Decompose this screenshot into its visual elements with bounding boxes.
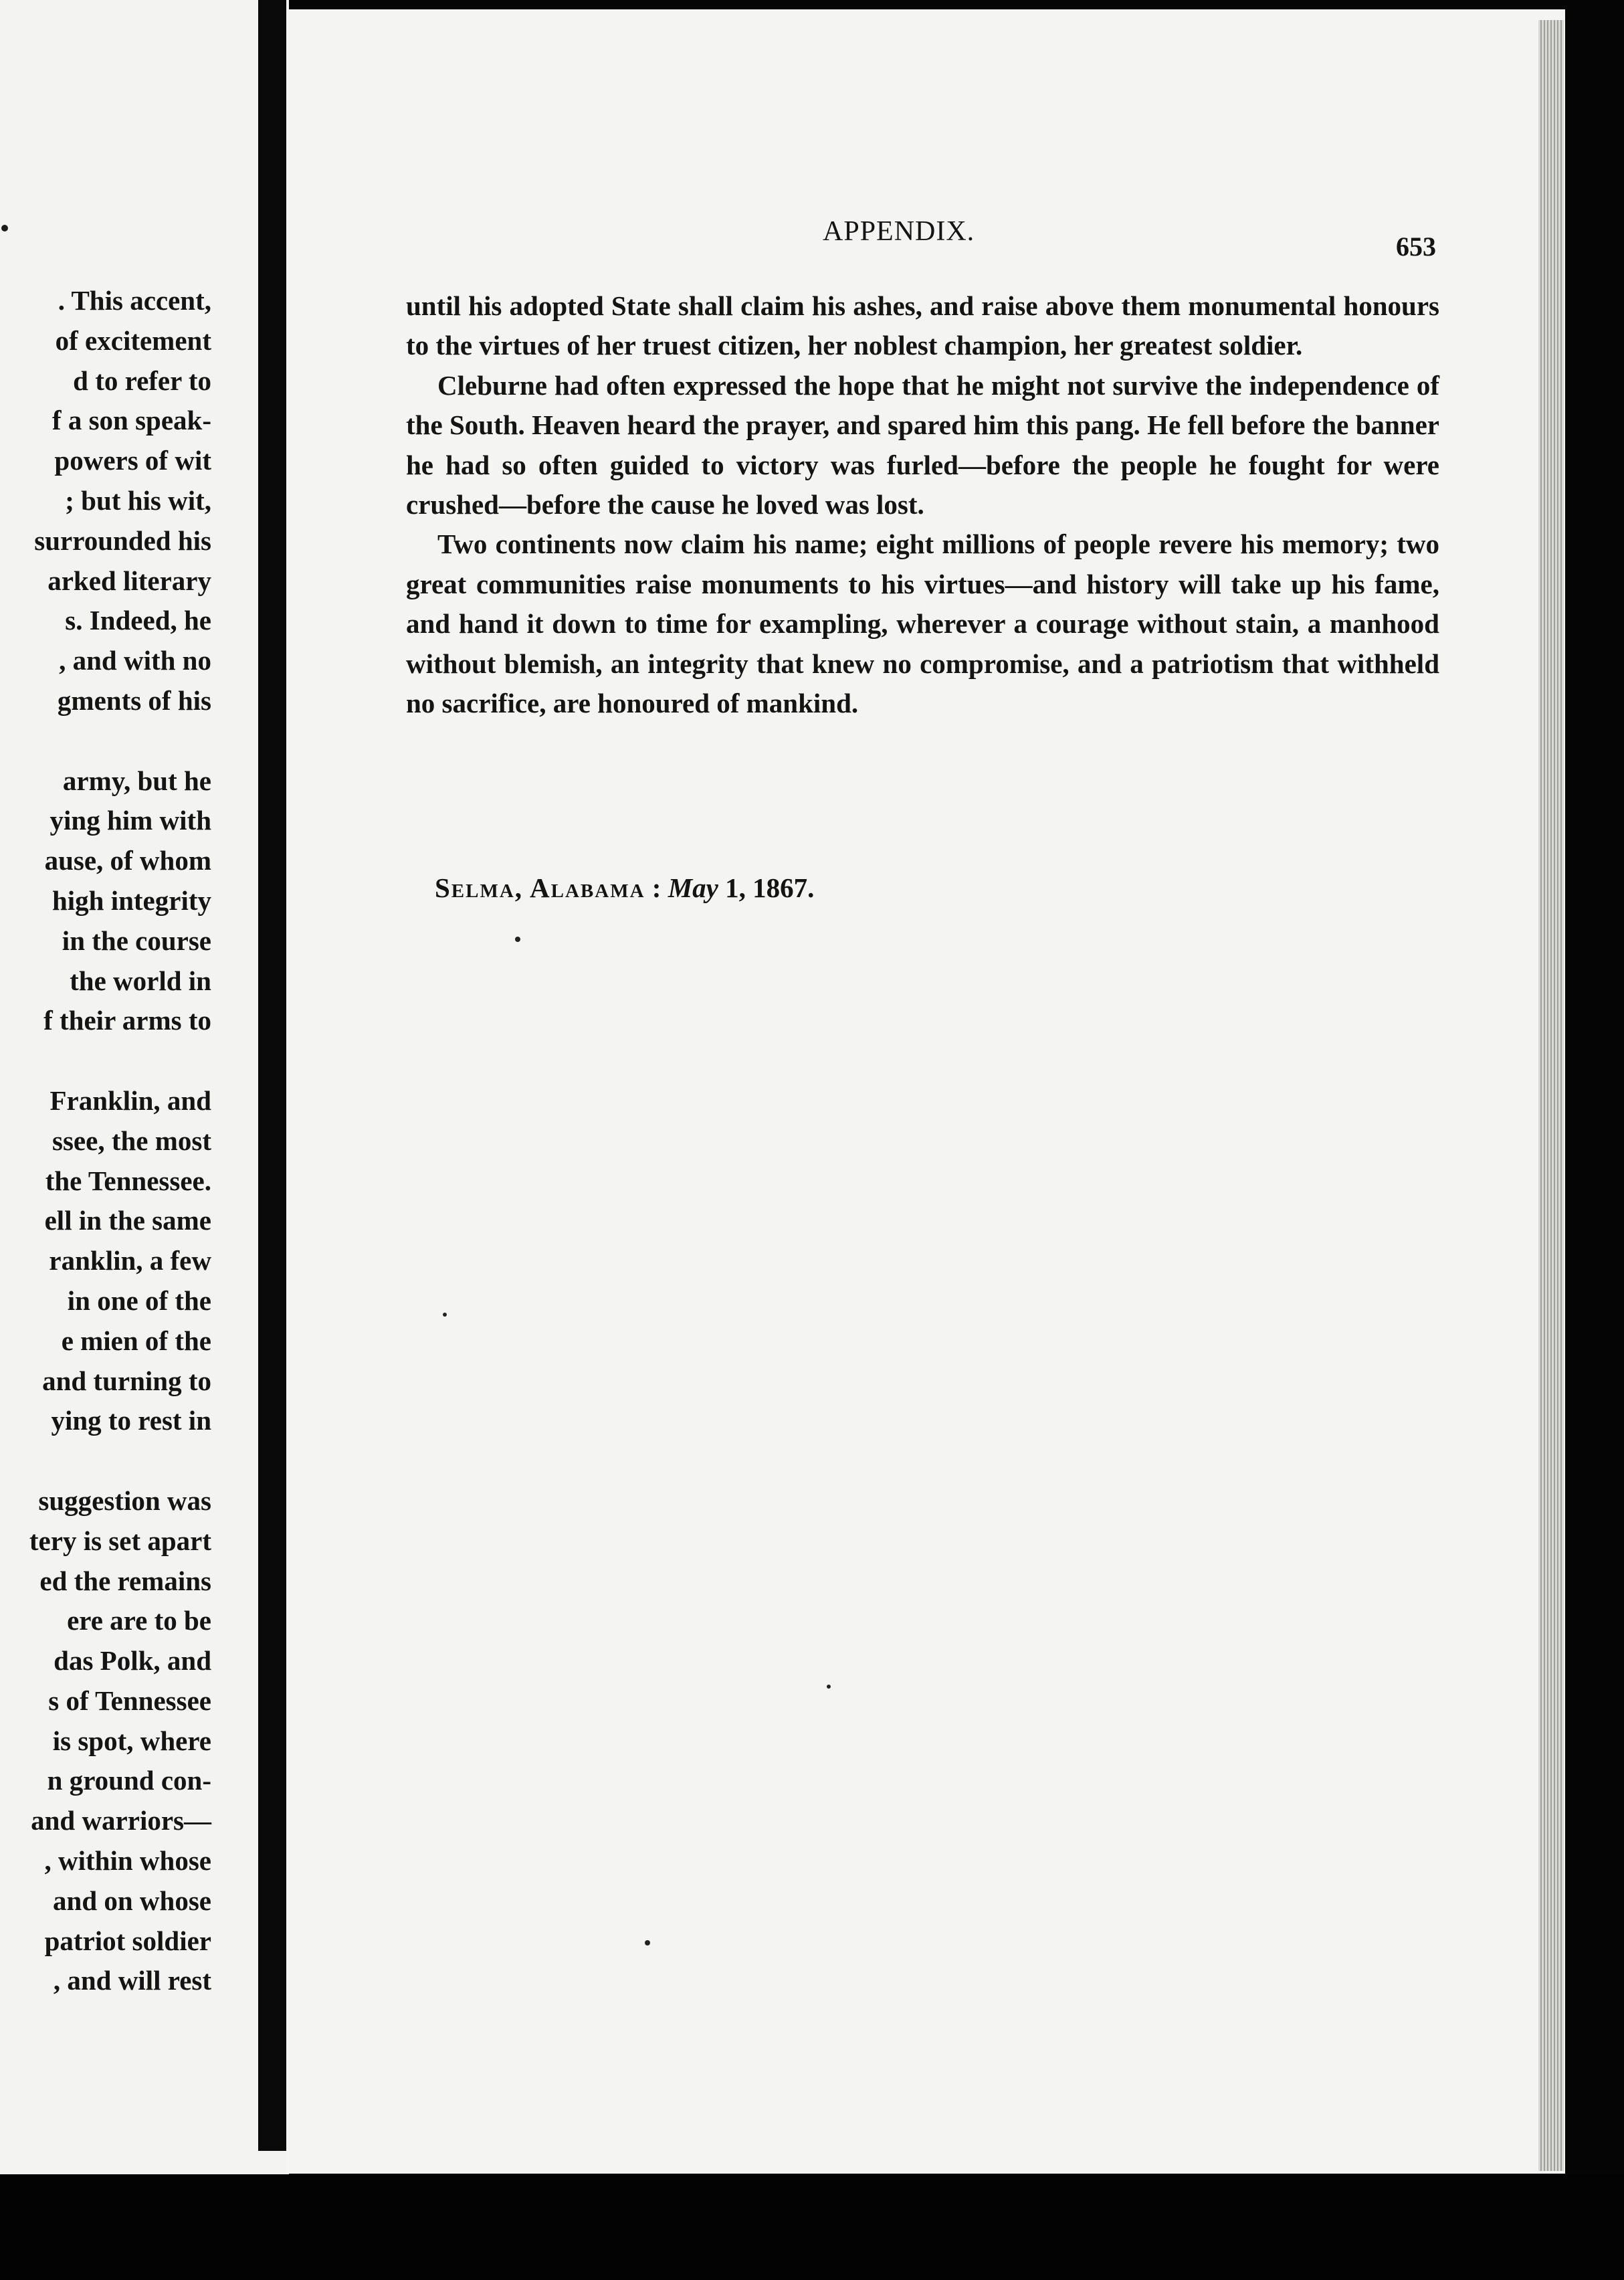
facing-page-line: ssee, the most (52, 1125, 211, 1156)
facing-page-gap (0, 1041, 211, 1081)
facing-page-line: ause, of whom (44, 845, 211, 876)
facing-page-line: and on whose (53, 1885, 211, 1916)
facing-page-line: ed the remains (39, 1565, 211, 1596)
ink-speck (645, 1940, 650, 1945)
facing-page-line: e mien of the (61, 1325, 211, 1356)
facing-page-line: and turning to (42, 1365, 211, 1396)
dateline (435, 872, 814, 904)
facing-page-line: n ground con- (47, 1765, 211, 1796)
facing-page-line: s. Indeed, he (65, 605, 211, 636)
facing-page-line: , and with no (59, 645, 211, 676)
facing-page-line: f a son speak- (52, 405, 211, 436)
facing-page-line: in the course (62, 925, 211, 956)
scan-background (0, 2174, 1624, 2280)
facing-page-line: ; but his wit, (65, 484, 211, 516)
facing-page-line: s of Tennessee (48, 1685, 211, 1716)
dateline-place: Selma, Alabama (435, 872, 645, 903)
paragraph: until his adopted State shall claim his ashes, and raise above them monumental honours to the virtues of her truest citizen, her noblest champion, her greatest soldier. (406, 290, 1439, 361)
paragraph: Two continents now claim his name; eight millions of people revere his memory; two great communities raise monuments to his virtues—and history will take up his fame, and hand it down to time for exampling, wherever a courage without stain, a manhood without blemish, an integrity that knew no compromise, and a patriotism that withheld no sacrifice, are honoured of mankind. (406, 529, 1439, 719)
facing-page-line: gments of his (57, 684, 211, 716)
facing-page-line: ying him with (49, 805, 211, 836)
dateline-date: 1, 1867. (725, 872, 815, 903)
facing-page-line: the world in (70, 965, 211, 996)
facing-page-line: , within whose (44, 1845, 211, 1877)
facing-page-line: high integrity (52, 884, 211, 916)
facing-page-line: , and will rest (53, 1965, 211, 1996)
facing-page-line: f their arms to (43, 1005, 211, 1036)
facing-page-line: ere are to be (67, 1605, 211, 1636)
facing-page-line: . This accent, (58, 285, 211, 316)
facing-page-line: surrounded his (34, 525, 211, 556)
ink-speck (515, 937, 520, 942)
facing-page-line: patriot soldier (44, 1925, 211, 1956)
facing-page-line: ying to rest in (51, 1405, 211, 1436)
ink-speck (443, 1313, 447, 1317)
page-number: 653 (1396, 231, 1436, 262)
facing-page (0, 0, 289, 2174)
book-gutter (258, 0, 286, 2151)
facing-page-line: army, but he (62, 765, 211, 796)
body-text (406, 286, 1439, 723)
facing-page-text (0, 281, 211, 2001)
running-title: APPENDIX. (823, 216, 975, 247)
ink-speck (827, 1685, 831, 1689)
facing-page-line: ell in the same (44, 1205, 211, 1236)
dateline-month: May (668, 872, 718, 903)
facing-page-line: suggestion was (38, 1485, 211, 1516)
facing-page-line: of excitement (55, 324, 211, 356)
facing-page-line: powers of wit (54, 445, 211, 476)
facing-page-line: Franklin, and (49, 1084, 211, 1116)
facing-page-line: tery is set apart (29, 1525, 211, 1556)
page-edges (1538, 20, 1564, 2171)
facing-page-line: is spot, where (52, 1725, 211, 1756)
facing-page-line: the Tennessee. (45, 1165, 211, 1196)
facing-page-line: ranklin, a few (49, 1245, 211, 1276)
facing-page-gap (0, 1441, 211, 1481)
facing-page-line: d to refer to (73, 365, 211, 396)
dateline-separator: : (651, 872, 662, 903)
facing-page-line: in one of the (67, 1285, 211, 1316)
facing-page-gap (0, 721, 211, 761)
facing-page-line: arked literary (47, 565, 211, 596)
paragraph: Cleburne had often expressed the hope that he might not survive the independence of the South. Heaven heard the prayer, and spared him this pang. He fell before the banner he had so often guided to victory was furled—before the people he fought for were crushed—before the cause he loved was lost. (406, 369, 1439, 520)
facing-page-line: and warriors— (31, 1805, 211, 1836)
facing-page-line: das Polk, and (54, 1645, 211, 1677)
bullet-mark (1, 225, 8, 231)
